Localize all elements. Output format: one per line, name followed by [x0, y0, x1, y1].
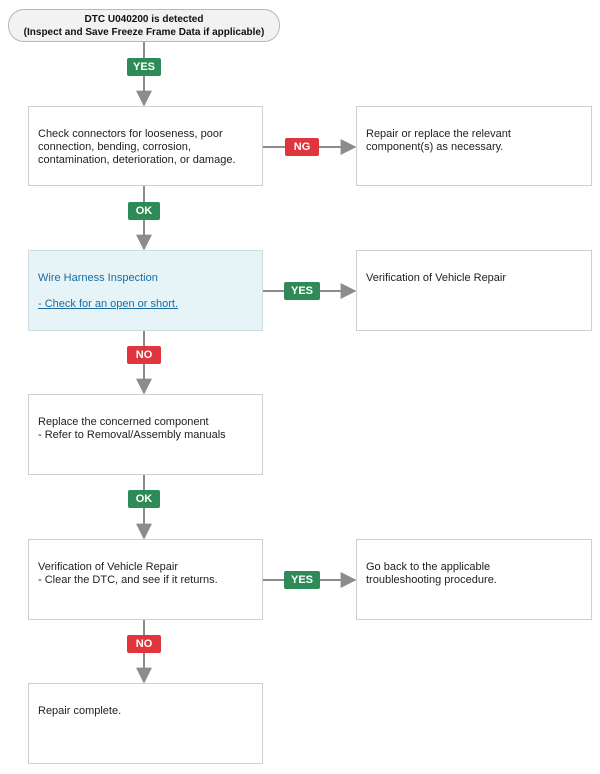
repair-complete-box [28, 683, 263, 764]
check-connectors-box [28, 106, 263, 186]
ok-badge-replace: OK [128, 490, 160, 508]
repair-replace-box [356, 106, 592, 186]
wire-harness-title: Wire Harness Inspection [38, 272, 158, 284]
check-connectors-text: Check connectors for looseness, poor connection, bending, corrosion, contamination, deterioration, or damage. [38, 128, 236, 166]
no-badge-verification: NO [127, 635, 161, 653]
start-line-1: DTC U040200 is detected [84, 13, 204, 25]
start-line-2: (Inspect and Save Freeze Frame Data if applicable) [23, 26, 265, 38]
verification-box-2 [28, 539, 263, 620]
start-node [8, 9, 280, 42]
verification-box-1 [356, 250, 592, 331]
replace-component-box [28, 394, 263, 475]
ng-badge-connectors: NG [285, 138, 319, 156]
no-badge-harness: NO [127, 346, 161, 364]
replace-component-text: Replace the concerned component - Refer to Removal/Assembly manuals [38, 416, 226, 441]
yes-badge-verification: YES [284, 571, 320, 589]
yes-badge-start: YES [127, 58, 161, 76]
yes-badge-harness: YES [284, 282, 320, 300]
verification-1-text: Verification of Vehicle Repair [366, 272, 507, 284]
wire-harness-box [28, 250, 263, 331]
repair-replace-text: Repair or replace the relevant component(s) as necessary. [366, 128, 511, 153]
repair-complete-text: Repair complete. [38, 705, 122, 717]
go-back-box [356, 539, 592, 620]
go-back-text: Go back to the applicable troubleshooting procedure. [366, 561, 497, 586]
verification-2-text: Verification of Vehicle Repair - Clear the DTC, and see if it returns. [38, 561, 218, 586]
wire-harness-link[interactable]: - Check for an open or short. [38, 298, 179, 310]
ok-badge-connectors: OK [128, 202, 160, 220]
